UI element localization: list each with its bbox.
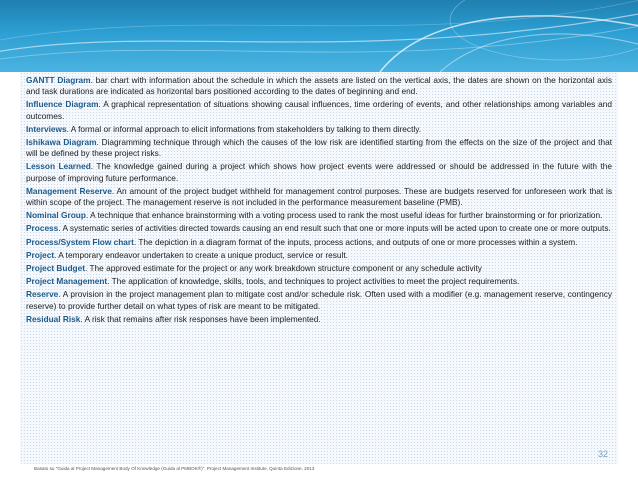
glossary-definition: . A technique that enhance brainstorming with a voting process used to rank the most useful ideas for further brainstorming or for priorization. — [85, 210, 603, 221]
glossary-term: GANTT Diagram — [26, 75, 91, 85]
footer-citation: Basato su "Guida al Project Management Body Of Knowledge (Guida al PMBOK®)", Project Management Institute, Quinta Edizione, 2013 — [34, 466, 315, 471]
glossary-entry-process-system-flow-chart — [26, 237, 612, 248]
glossary-entry-reserve — [26, 289, 612, 311]
glossary-definition: . The depiction in a diagram format of the inputs, process actions, and outputs of one or more processes within a system. — [133, 236, 578, 247]
glossary-entry-influence-diagram — [26, 99, 612, 121]
glossary-entry-management-reserve — [26, 186, 612, 208]
glossary-term: Residual Risk — [26, 313, 81, 324]
glossary-term: Interviews — [26, 123, 67, 134]
decorative-wave-lines — [0, 0, 638, 72]
glossary-term: Project Management — [26, 276, 108, 287]
glossary-term: Process/System Flow chart — [26, 236, 134, 247]
glossary-definition: . The approved estimate for the project or any work breakdown structure component or any schedule activity — [85, 263, 482, 274]
glossary-entry-gantt-diagram — [26, 75, 612, 97]
glossary-definition: . A temporary endeavor undertaken to create a unique product, service or result. — [54, 249, 348, 260]
glossary-entry-project — [26, 250, 612, 261]
glossary-entry-project-budget — [26, 263, 612, 274]
glossary-term: Reserve — [26, 289, 59, 300]
glossary-entry-ishikawa-diagram — [26, 137, 612, 159]
header-banner — [0, 0, 638, 72]
glossary-term: Project — [26, 249, 55, 260]
glossary-definition: . bar chart with information about the schedule in which the assets are listed on the vertical axis, the dates are shown on the horizontal axis and task durations are indicated as horizontal bars positioned according to the dates of beginning and end. — [26, 75, 613, 97]
glossary-term: Nominal Group — [26, 210, 86, 221]
glossary-entry-process — [26, 223, 612, 234]
glossary-term: Management Reserve — [26, 185, 112, 196]
glossary-entry-project-management — [26, 276, 612, 287]
page-number: 32 — [597, 449, 608, 459]
glossary-entry-interviews — [26, 124, 612, 135]
glossary-definition: . A provision in the project management plan to mitigate cost and/or schedule risk. Often used with a modifier (e.g. management reserve, contingency reserve) to provide further detail on what types of risk are meant to be mitigated. — [26, 289, 612, 311]
glossary-entry-nominal-group — [26, 210, 612, 221]
glossary-entry-lesson-learned — [26, 161, 612, 183]
glossary-entry-residual-risk — [26, 314, 612, 325]
glossary-definition: . The application of knowledge, skills, tools, and techniques to project activities to meet the project requirements. — [107, 276, 520, 287]
glossary-term: Process — [26, 223, 59, 234]
glossary-term: Influence Diagram — [26, 99, 99, 110]
glossary-definition: . A formal or informal approach to elicit informations from stakeholders by talking to them directly. — [66, 123, 422, 134]
glossary-definition: . Diagramming technique through which the causes of the low risk are identified starting from the effects on the size of the project and that will be defined by these project risks. — [26, 137, 612, 159]
glossary-list — [26, 75, 612, 327]
glossary-term: Lesson Learned — [26, 161, 91, 172]
glossary-definition: . The knowledge gained during a project which shows how project events were addressed or should be addressed in the future with the purpose of improving future performance. — [26, 161, 612, 183]
glossary-term: Project Budget — [26, 263, 86, 274]
glossary-definition: . A risk that remains after risk responses have been implemented. — [80, 313, 321, 324]
glossary-definition: . A graphical representation of situations showing causal influences, time ordering of events, and other relationships among variables and outcomes. — [26, 99, 612, 121]
glossary-definition: . An amount of the project budget withheld for management control purposes. These are budgets reserved for unforeseen work that is within scope of the project. The management reserve is not included in the performance measurement baseline (PMB). — [26, 185, 612, 208]
glossary-term: Ishikawa Diagram — [26, 137, 97, 148]
glossary-definition: . A systematic series of activities directed towards causing an end result such that one or more inputs will be acted upon to create one or more outputs. — [58, 223, 611, 234]
glossary-panel — [20, 72, 618, 464]
